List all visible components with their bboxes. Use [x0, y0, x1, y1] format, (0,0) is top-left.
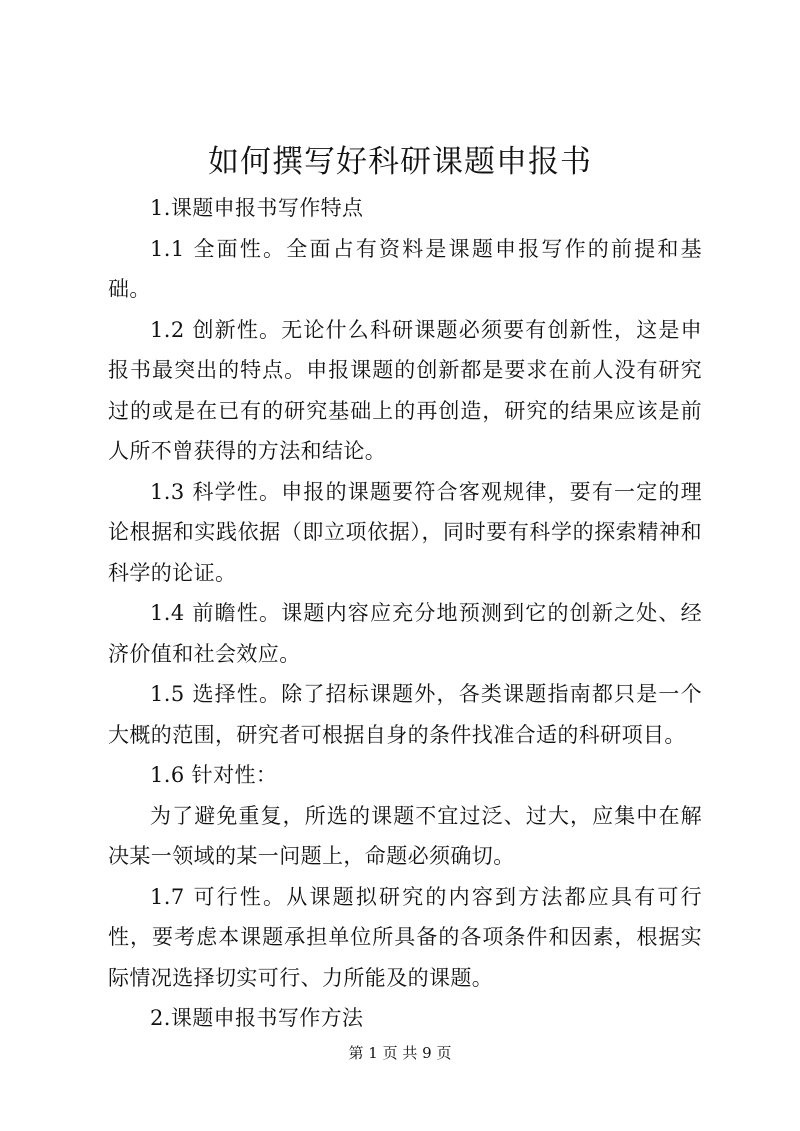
- paragraph-1-3-scientific: 1.3 科学性。申报的课题要符合客观规律，要有一定的理论根据和实践依据（即立项依据），同时要有科学的探索精神和科学的论证。: [108, 479, 702, 585]
- paragraph-1-6-pertinence: 1.6 针对性：: [150, 763, 278, 787]
- paragraph-section-1-heading: 1.课题申报书写作特点: [150, 196, 364, 220]
- paragraph-section-2-heading: 2.课题申报书写作方法: [150, 1006, 364, 1030]
- page-number-footer: 第 1 页 共 9 页: [348, 1044, 452, 1062]
- paragraph-1-2-innovation: 1.2 创新性。无论什么科研课题必须要有创新性，这是申报书最突出的特点。申报课题的创新都是要求在前人没有研究过的或是在已有的研究基础上的再创造，研究的结果应该是前人所不曾获得的方法和结论。: [108, 317, 702, 463]
- paragraph-1-6-detail: 为了避免重复，所选的课题不宜过泛、过大，应集中在解决某一领域的某一问题上，命题必须确切。: [108, 803, 702, 868]
- paragraph-1-4-forward-looking: 1.4 前瞻性。课题内容应充分地预测到它的创新之处、经济价值和社会效应。: [108, 601, 702, 666]
- document-title: 如何撰写好科研课题申报书: [208, 144, 592, 180]
- paragraph-1-7-feasibility: 1.7 可行性。从课题拟研究的内容到方法都应具有可行性，要考虑本课题承担单位所具备的各项条件和因素，根据实际情况选择切实可行、力所能及的课题。: [108, 884, 702, 990]
- paragraph-1-1-comprehensiveness: 1.1 全面性。全面占有资料是课题申报写作的前提和基础。: [108, 236, 702, 301]
- paragraph-1-5-selectivity: 1.5 选择性。除了招标课题外，各类课题指南都只是一个大概的范围，研究者可根据自身的条件找准合适的科研项目。: [108, 682, 702, 747]
- document-body: [108, 188, 702, 1039]
